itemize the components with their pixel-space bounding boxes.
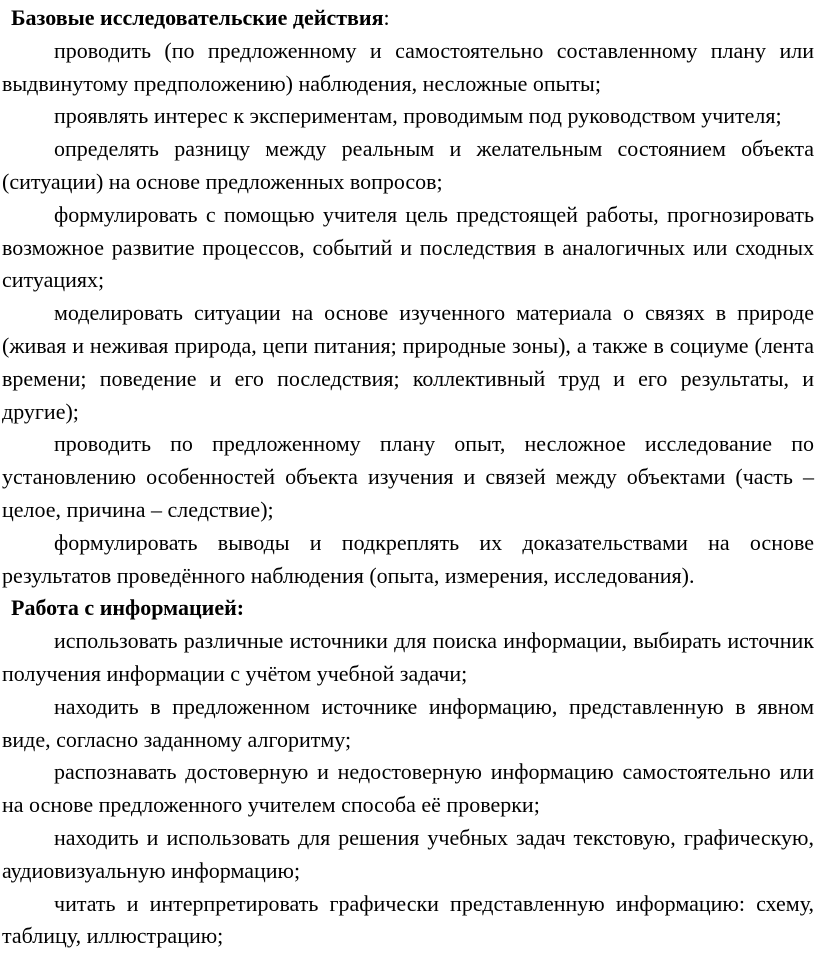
paragraph: находить в предложенном источнике информацию, представленную в явном виде, согласно заданному алгоритму; xyxy=(2,693,814,752)
paragraph: формулировать с помощью учителя цель предстоящей работы, прогнозировать возможное развитие процессов, событий и последствия в аналогичных или сходных ситуациях; xyxy=(2,201,814,293)
paragraph: читать и интерпретировать графически представленную информацию: схему, таблицу, иллюстрацию; xyxy=(2,890,814,949)
section-heading-information-title: Работа с информацией: xyxy=(11,595,245,621)
paragraph: распознавать достоверную и недостоверную информацию самостоятельно или на основе предложенного учителем способа её проверки; xyxy=(2,759,814,818)
section-heading-research-colon: : xyxy=(383,5,390,30)
paragraph: находить и использовать для решения учебных задач текстовую, графическую, аудиовизуальную информацию; xyxy=(2,824,814,883)
section-heading-research xyxy=(2,2,814,35)
paragraph: моделировать ситуации на основе изученного материала о связях в природе (живая и неживая природа, цепи питания; природные зоны), а также в социуме (лента времени; поведение и его последствия; коллективный труд и его результаты, и другие); xyxy=(2,300,814,424)
paragraph: проводить (по предложенному и самостоятельно составленному плану или выдвинутому предположению) наблюдения, несложные опыты; xyxy=(2,37,814,96)
paragraph: проводить по предложенному плану опыт, несложное исследование по установлению особенностей объекта изучения и связей между объектами (часть – целое, причина – следствие); xyxy=(2,431,814,522)
paragraph: использовать различные источники для поиска информации, выбирать источник получения информации с учётом учебной задачи; xyxy=(2,628,814,686)
section-heading-information xyxy=(2,592,814,625)
paragraph: формулировать выводы и подкреплять их доказательствами на основе результатов проведённого наблюдения (опыта, измерения, исследования). xyxy=(2,529,814,588)
section-heading-research-title: Базовые исследовательские действия xyxy=(11,5,384,30)
paragraph: проявлять интерес к экспериментам, проводимым под руководством учителя; xyxy=(54,103,782,129)
paragraph: определять разницу между реальным и желательным состоянием объекта (ситуации) на основе предложенных вопросов; xyxy=(2,136,814,194)
